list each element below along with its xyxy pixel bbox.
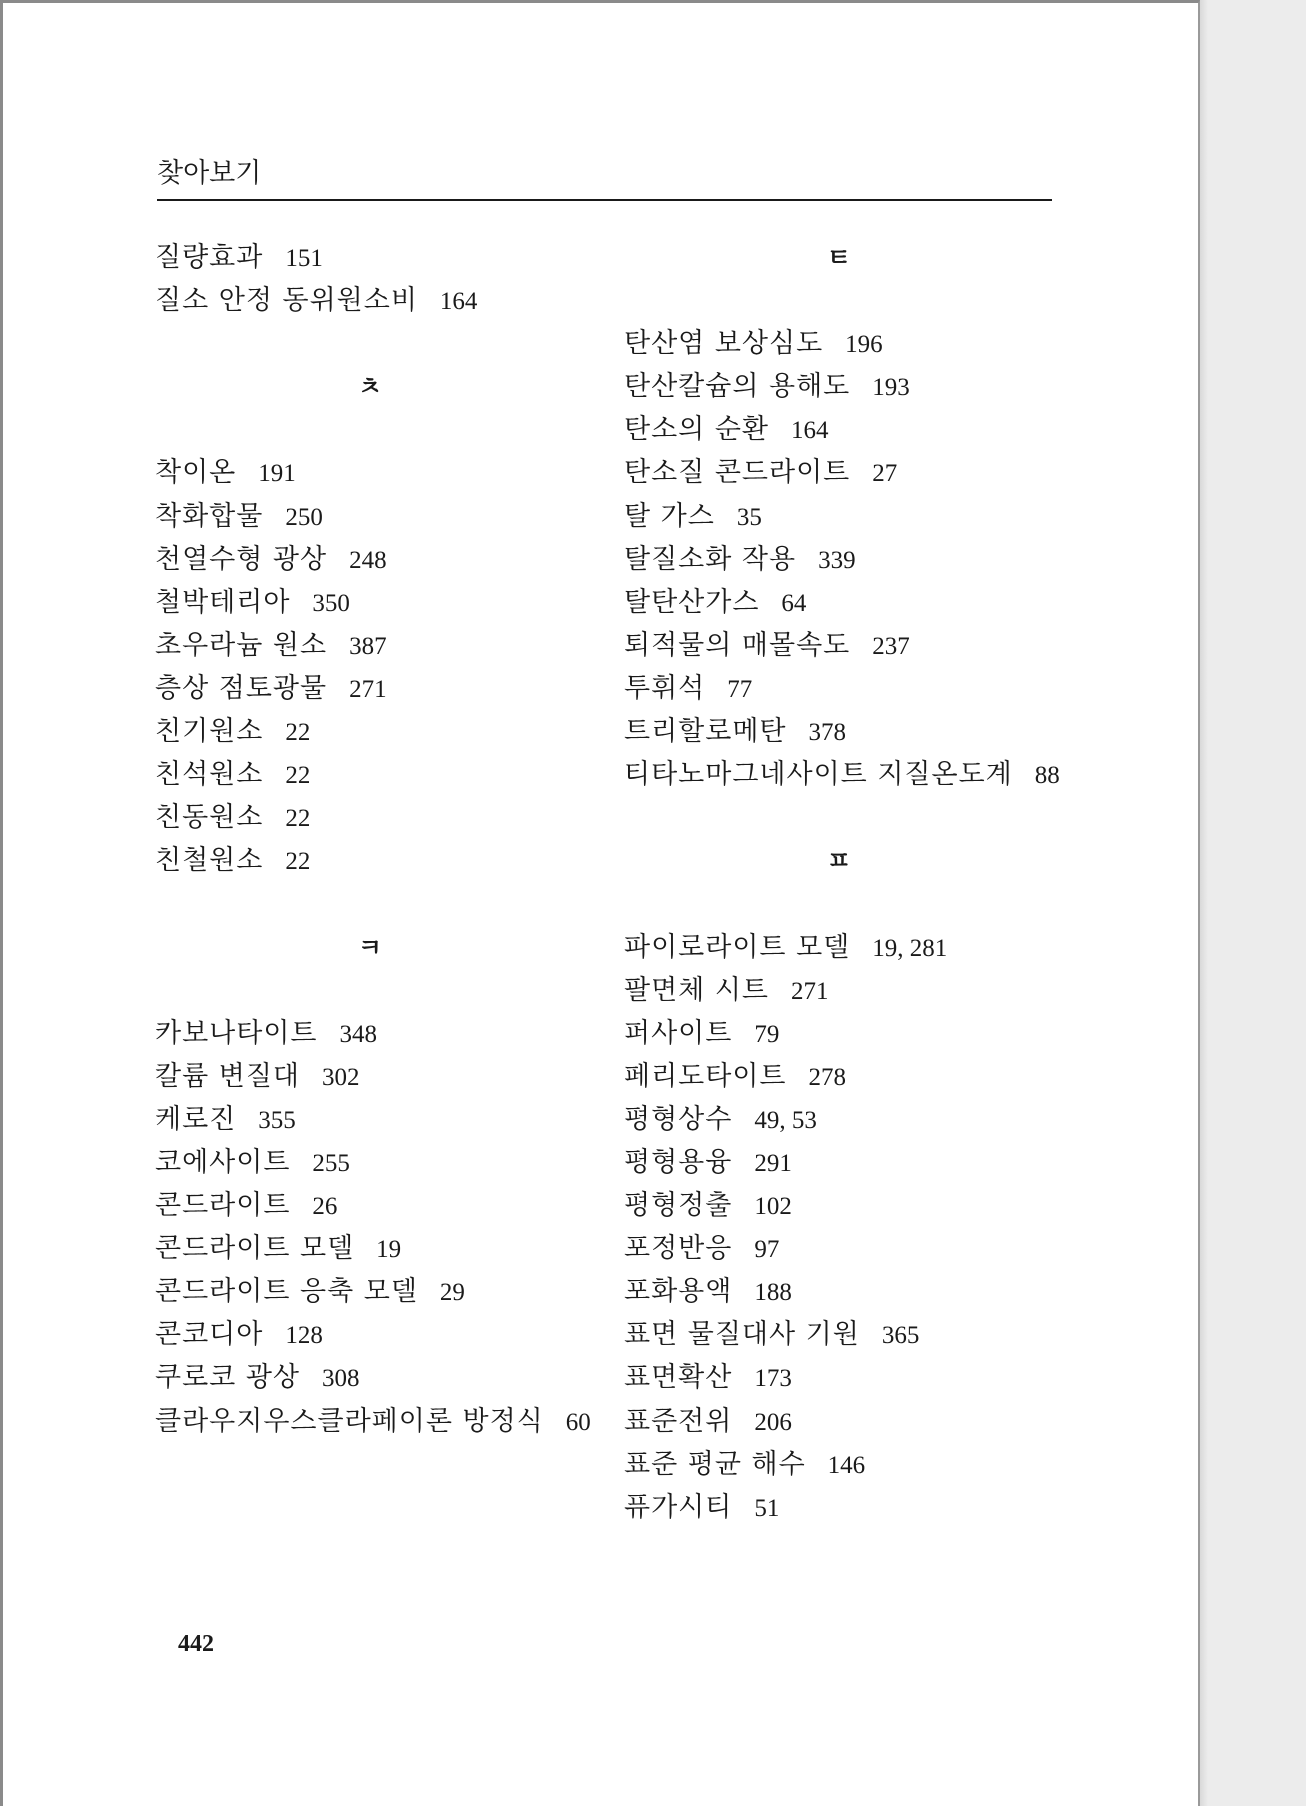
index-entry: [624, 1313, 1084, 1356]
index-entry: [155, 451, 615, 494]
section-heading: ㅋ: [357, 932, 383, 962]
index-term: 포정반응: [624, 1233, 733, 1265]
index-page-ref: 173: [754, 1365, 792, 1393]
index-term: 팔면체 시트: [624, 974, 769, 1006]
index-entry: [155, 1270, 615, 1313]
index-entry: [624, 710, 1084, 753]
spacer: [155, 969, 615, 1012]
index-term: 콘드라이트 모델: [155, 1233, 355, 1265]
index-page-ref: 339: [818, 546, 856, 574]
spacer: [155, 882, 615, 925]
index-entry: [624, 451, 1084, 494]
index-page-ref: 22: [285, 848, 311, 876]
section-heading-row: [155, 365, 615, 408]
index-entry: [624, 1486, 1084, 1529]
index-term: 탄소질 콘드라이트: [624, 457, 851, 489]
index-page-ref: 271: [791, 977, 829, 1005]
index-entry: [624, 1443, 1084, 1486]
index-term: 탄소의 순환: [624, 414, 769, 446]
index-entry: [624, 1356, 1084, 1399]
index-entry: [624, 667, 1084, 710]
index-entry: [155, 667, 615, 710]
index-term: 카보나타이트: [155, 1017, 318, 1049]
index-entry: [624, 1270, 1084, 1313]
index-entry: [155, 710, 615, 753]
index-page-ref: 188: [754, 1279, 792, 1307]
index-entry: [624, 495, 1084, 538]
index-entry: [624, 1400, 1084, 1443]
index-entry: [155, 1012, 615, 1055]
index-term: 퇴적물의 매몰속도: [624, 629, 851, 661]
spacer: [624, 882, 1084, 925]
index-page-ref: 255: [312, 1149, 350, 1177]
index-entry: [155, 753, 615, 796]
index-entry: [155, 1400, 615, 1443]
index-entry: [624, 926, 1084, 969]
index-entry: [624, 1227, 1084, 1270]
spacer: [624, 796, 1084, 839]
index-term: 질량효과: [155, 242, 264, 273]
index-entry: [155, 581, 615, 624]
index-entry: [155, 1141, 615, 1184]
index-term: 탈질소화 작용: [624, 543, 797, 575]
index-term: 표면확산: [624, 1362, 733, 1394]
index-term: 퓨가시티: [624, 1491, 733, 1523]
index-entry: [155, 1313, 615, 1356]
index-entry: [155, 538, 615, 581]
index-page-ref: 348: [339, 1020, 377, 1048]
index-page-ref: 164: [791, 417, 829, 445]
index-page-ref: 49, 53: [754, 1106, 817, 1134]
page-header-title: 찾아보기: [157, 158, 262, 189]
index-page-ref: 278: [808, 1063, 846, 1091]
index-page-ref: 88: [1034, 762, 1060, 790]
index-page-ref: 193: [872, 374, 910, 402]
index-page-ref: 365: [881, 1322, 920, 1350]
index-entry: [624, 322, 1084, 365]
index-entry: [624, 1141, 1084, 1184]
section-heading-row: [155, 926, 615, 969]
header-rule: [157, 199, 1052, 201]
index-page-ref: 237: [872, 632, 910, 660]
index-entry: [155, 495, 615, 538]
index-page-ref: 22: [285, 762, 311, 790]
index-term: 친기원소: [155, 716, 264, 748]
index-term: 평형정출: [624, 1190, 733, 1222]
index-page-ref: 19: [376, 1236, 402, 1264]
index-entry: [624, 1184, 1084, 1227]
page-number: 442: [178, 1631, 214, 1657]
index-term: 탄산칼슘의 용해도: [624, 371, 851, 403]
index-entry: [624, 408, 1084, 451]
index-entry: [155, 1227, 615, 1270]
index-term: 친석원소: [155, 759, 264, 791]
index-term: 쿠로코 광상: [155, 1362, 300, 1394]
index-page-ref: 22: [285, 805, 311, 833]
index-term: 층상 점토광물: [155, 672, 328, 704]
index-term: 코에사이트: [155, 1146, 291, 1178]
index-term: 철박테리아: [155, 586, 291, 618]
index-term: 페리도타이트: [624, 1060, 787, 1092]
index-page-ref: 64: [781, 589, 807, 617]
index-page-ref: 128: [285, 1322, 323, 1350]
index-page-ref: 206: [754, 1408, 792, 1436]
index-page-ref: 164: [439, 288, 478, 316]
index-term: 티타노마그네사이트 지질온도계: [624, 759, 1013, 791]
section-heading: ㅍ: [826, 846, 852, 876]
index-page-ref: 29: [439, 1279, 465, 1307]
index-column-left: [155, 236, 615, 1443]
index-term: 평형상수: [624, 1103, 733, 1135]
index-term: 탄산염 보상심도: [624, 328, 824, 360]
index-page-ref: 387: [349, 632, 387, 660]
index-page-ref: 60: [565, 1408, 591, 1436]
index-entry: [624, 624, 1084, 667]
index-page-ref: 151: [285, 245, 323, 272]
index-entry: [624, 1012, 1084, 1055]
index-entry: [624, 581, 1084, 624]
index-entry: [624, 365, 1084, 408]
index-column-right: [624, 236, 1084, 1529]
index-term: 표면 물질대사 기원: [624, 1319, 860, 1351]
index-entry: [155, 236, 615, 279]
section-heading-row: [624, 236, 1084, 279]
index-term: 콘코디아: [155, 1319, 264, 1351]
viewer-background: [1200, 0, 1306, 1806]
index-page-ref: 146: [827, 1451, 866, 1479]
index-entry: [624, 1055, 1084, 1098]
index-page-ref: 196: [845, 331, 883, 359]
spacer: [155, 322, 615, 365]
index-term: 클라우지우스클라페이론 방정식: [155, 1405, 544, 1437]
index-page-ref: 19, 281: [872, 934, 948, 962]
index-entry: [155, 796, 615, 839]
index-entry: [155, 279, 615, 322]
index-page-ref: 27: [872, 460, 898, 488]
index-page-ref: 26: [312, 1193, 338, 1221]
index-page-ref: 355: [258, 1106, 296, 1134]
index-entry: [624, 1098, 1084, 1141]
spacer: [624, 279, 1084, 322]
index-term: 퍼사이트: [624, 1017, 733, 1049]
index-term: 착이온: [155, 457, 237, 489]
index-term: 천열수형 광상: [155, 543, 328, 575]
index-term: 질소 안정 동위원소비: [155, 285, 418, 317]
index-page-ref: 22: [285, 719, 311, 747]
index-term: 콘드라이트: [155, 1190, 291, 1222]
section-heading: ㅌ: [826, 243, 852, 272]
index-entry: [155, 1055, 615, 1098]
index-page-ref: 248: [349, 546, 387, 574]
index-page-ref: 308: [322, 1365, 360, 1393]
index-term: 초우라늄 원소: [155, 629, 328, 661]
index-term: 콘드라이트 응축 모델: [155, 1276, 418, 1308]
spacer: [155, 408, 615, 451]
index-term: 케로진: [155, 1103, 237, 1135]
index-entry: [155, 839, 615, 882]
index-page-ref: 191: [258, 460, 296, 488]
index-entry: [155, 1356, 615, 1399]
index-page-ref: 291: [754, 1149, 792, 1177]
index-term: 친철원소: [155, 845, 264, 877]
section-heading: ㅊ: [357, 372, 383, 402]
index-page-ref: 102: [754, 1193, 792, 1221]
index-page-ref: 302: [322, 1063, 360, 1091]
index-term: 표준전위: [624, 1405, 733, 1437]
index-page-ref: 350: [312, 589, 350, 617]
section-heading-row: [624, 839, 1084, 882]
index-entry: [155, 1098, 615, 1141]
index-term: 착화합물: [155, 500, 264, 532]
index-term: 포화용액: [624, 1276, 733, 1308]
index-page-ref: 250: [285, 503, 323, 531]
index-page-ref: 271: [349, 675, 387, 703]
index-term: 친동원소: [155, 802, 264, 834]
index-term: 탈탄산가스: [624, 586, 760, 618]
index-term: 평형용융: [624, 1146, 733, 1178]
index-entry: [624, 753, 1084, 796]
index-page-ref: 97: [754, 1236, 780, 1264]
index-term: 표준 평균 해수: [624, 1448, 806, 1480]
index-page-ref: 35: [736, 503, 762, 531]
index-entry: [624, 969, 1084, 1012]
index-page-ref: 77: [727, 675, 753, 703]
index-page-ref: 79: [754, 1020, 780, 1048]
index-term: 트리할로메탄: [624, 716, 787, 748]
index-entry: [155, 624, 615, 667]
index-term: 탈 가스: [624, 500, 715, 532]
index-term: 칼륨 변질대: [155, 1060, 300, 1092]
index-entry: [624, 538, 1084, 581]
index-page-ref: 51: [754, 1494, 780, 1522]
index-page-ref: 378: [808, 719, 846, 747]
index-entry: [155, 1184, 615, 1227]
index-term: 파이로라이트 모델: [624, 931, 851, 963]
index-term: 투휘석: [624, 672, 706, 704]
